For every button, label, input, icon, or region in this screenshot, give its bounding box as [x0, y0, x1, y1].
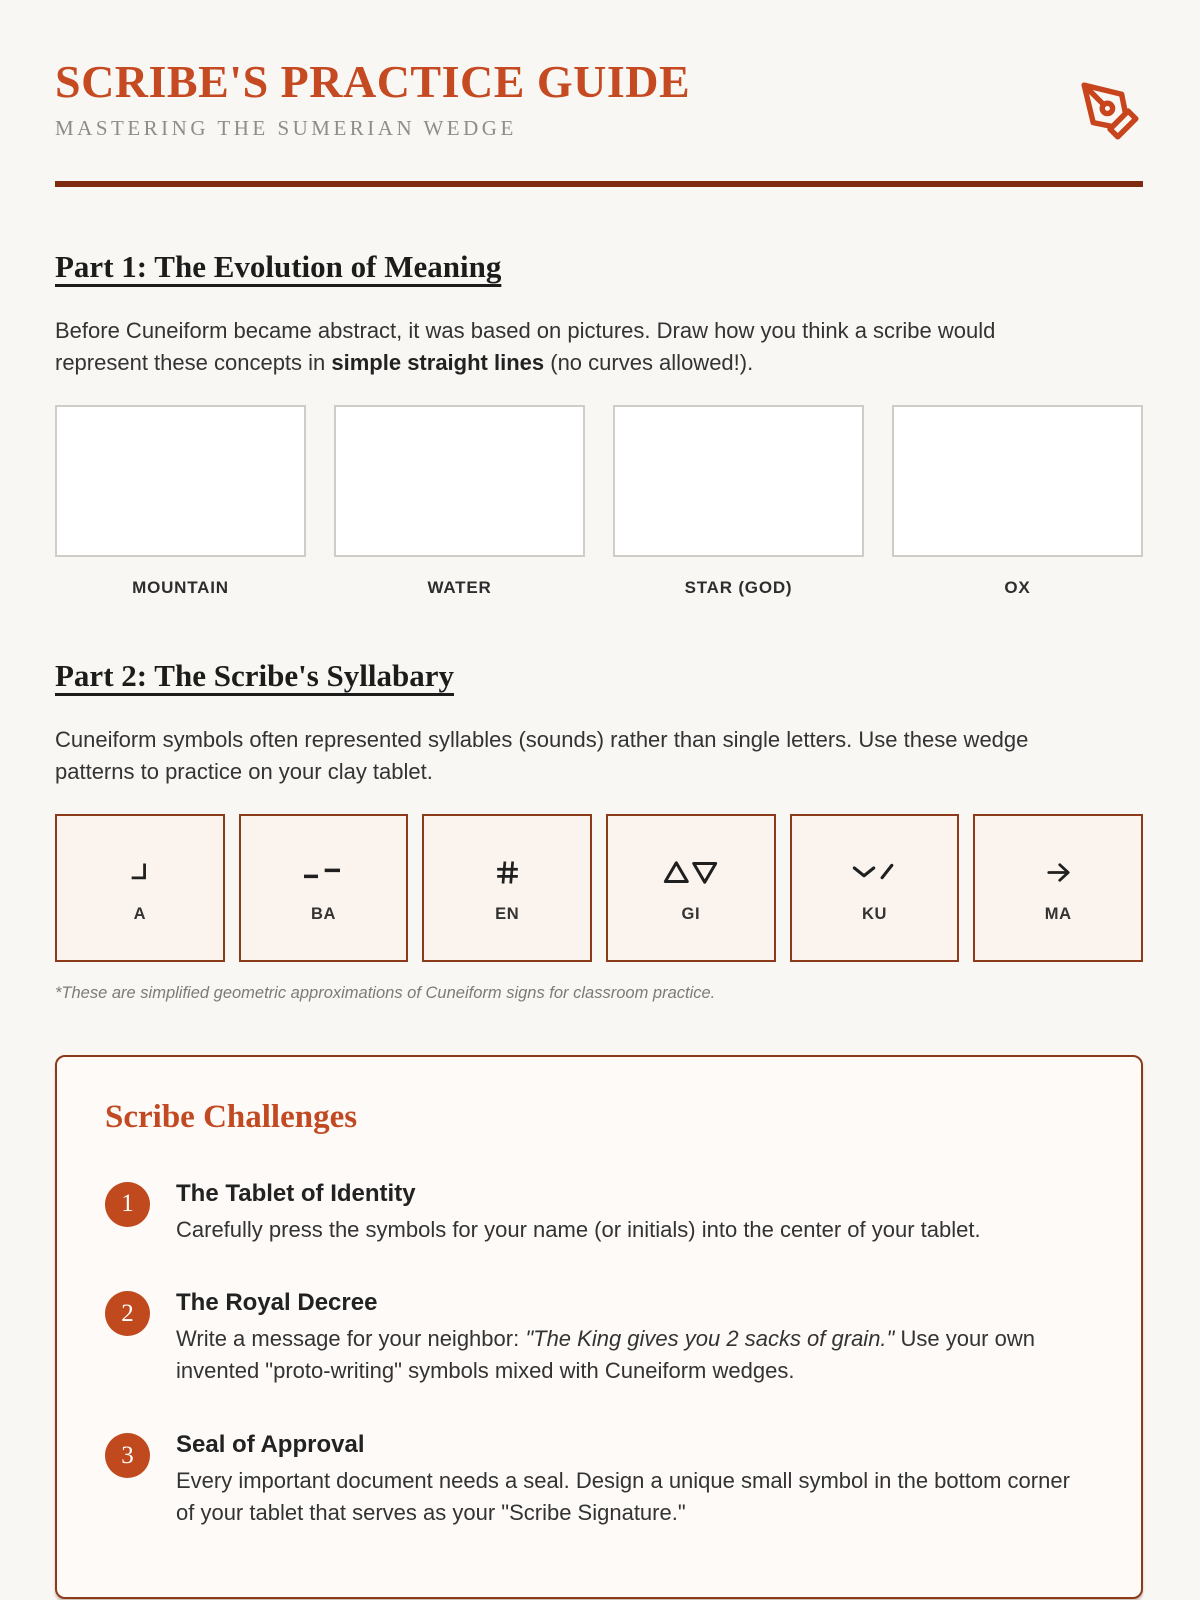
drawing-col-mountain — [55, 405, 306, 598]
arrow-right-icon — [1043, 856, 1074, 890]
drawing-label: WATER — [427, 577, 492, 597]
part2-heading: Part 2: The Scribe's Syllabary — [55, 657, 454, 693]
challenge-body — [176, 1180, 1093, 1246]
drawing-col-ox — [892, 405, 1143, 598]
part1-intro-bold: simple straight lines — [331, 349, 545, 375]
triangles-icon — [662, 856, 719, 890]
syllabary-tile-gi — [606, 814, 776, 962]
challenge-title: Seal of Approval — [176, 1431, 365, 1459]
challenge-item-3 — [105, 1431, 1093, 1529]
syllabary-tile-ma — [973, 814, 1143, 962]
header-divider — [55, 181, 1143, 187]
section-part1 — [55, 249, 1143, 598]
drawing-col-star-god — [613, 405, 864, 598]
drawing-box-star-god[interactable] — [613, 405, 864, 557]
drawing-label: STAR (GOD) — [684, 577, 793, 597]
tile-label: KU — [862, 904, 888, 923]
desc-text: Carefully press the symbols for your name (or initials) into the center of your tablet. — [176, 1216, 981, 1242]
tile-label: EN — [495, 904, 520, 923]
drawing-box-row — [55, 405, 1143, 598]
challenge-title: The Tablet of Identity — [176, 1179, 416, 1207]
syllabary-tile-row — [55, 814, 1143, 962]
challenge-number-badge: 3 — [105, 1433, 150, 1478]
drawing-box-water[interactable] — [334, 405, 585, 557]
challenge-number-badge: 2 — [105, 1291, 150, 1336]
challenges-heading: Scribe Challenges — [105, 1098, 358, 1135]
part1-intro — [55, 315, 1077, 379]
header-text — [55, 58, 690, 141]
drawing-label: OX — [1004, 577, 1031, 597]
challenge-description — [176, 1465, 1093, 1529]
drawing-col-water — [334, 405, 585, 598]
challenge-item-2 — [105, 1289, 1093, 1387]
drawing-box-mountain[interactable] — [55, 405, 306, 557]
part2-intro: Cuneiform symbols often represented syllables (sounds) rather than single letters. Use these wedge patterns to practice on your clay tablet. — [55, 726, 1029, 784]
page-subtitle: MASTERING THE SUMERIAN WEDGE — [55, 116, 517, 141]
challenge-body — [176, 1431, 1093, 1529]
tile-label: BA — [310, 904, 337, 923]
drawing-box-ox[interactable] — [892, 405, 1143, 557]
tile-label: A — [133, 904, 147, 923]
part1-intro-text: Before Cuneiform became abstract, it was based on pictures. Draw how you think a scribe would represent these concepts in — [55, 318, 996, 375]
syllabary-tile-ba — [239, 814, 409, 962]
corner-icon — [126, 856, 153, 890]
desc-text: Write a message for your neighbor: — [176, 1326, 526, 1352]
pen-tool-icon — [1079, 80, 1141, 147]
syllabary-tile-en — [422, 814, 592, 962]
challenge-description — [176, 1214, 1093, 1246]
scribe-challenges-panel — [55, 1055, 1143, 1599]
challenge-number-badge: 1 — [105, 1182, 150, 1227]
double-dash-icon — [300, 856, 348, 890]
desc-text: Every important document needs a seal. Design a unique small symbol in the bottom corner of your tablet that serves as your "Scribe Signature." — [176, 1468, 1070, 1526]
chevron-slash-icon — [849, 856, 901, 890]
tile-label: MA — [1044, 904, 1072, 923]
part1-intro-tail: (no curves allowed!). — [544, 349, 754, 375]
syllabary-footnote: *These are simplified geometric approximations of Cuneiform signs for classroom practice. — [55, 983, 716, 1002]
page-title: SCRIBE'S PRACTICE GUIDE — [55, 56, 691, 107]
syllabary-tile-a — [55, 814, 225, 962]
drawing-label: MOUNTAIN — [132, 577, 229, 597]
tile-label: GI — [681, 904, 701, 923]
section-part2 — [55, 658, 1143, 1003]
challenge-description — [176, 1323, 1093, 1387]
desc-tail: Use your own invented "proto-writing" symbols mixed with Cuneiform wedges. — [176, 1326, 1035, 1384]
challenge-title: The Royal Decree — [176, 1289, 378, 1317]
part1-heading: Part 1: The Evolution of Meaning — [55, 249, 502, 284]
header — [55, 58, 1143, 147]
hash-icon — [492, 856, 523, 890]
syllabary-tile-ku — [790, 814, 960, 962]
challenge-item-1 — [105, 1180, 1093, 1246]
challenge-body — [176, 1289, 1093, 1387]
desc-italic: "The King gives you 2 sacks of grain." — [525, 1326, 895, 1352]
